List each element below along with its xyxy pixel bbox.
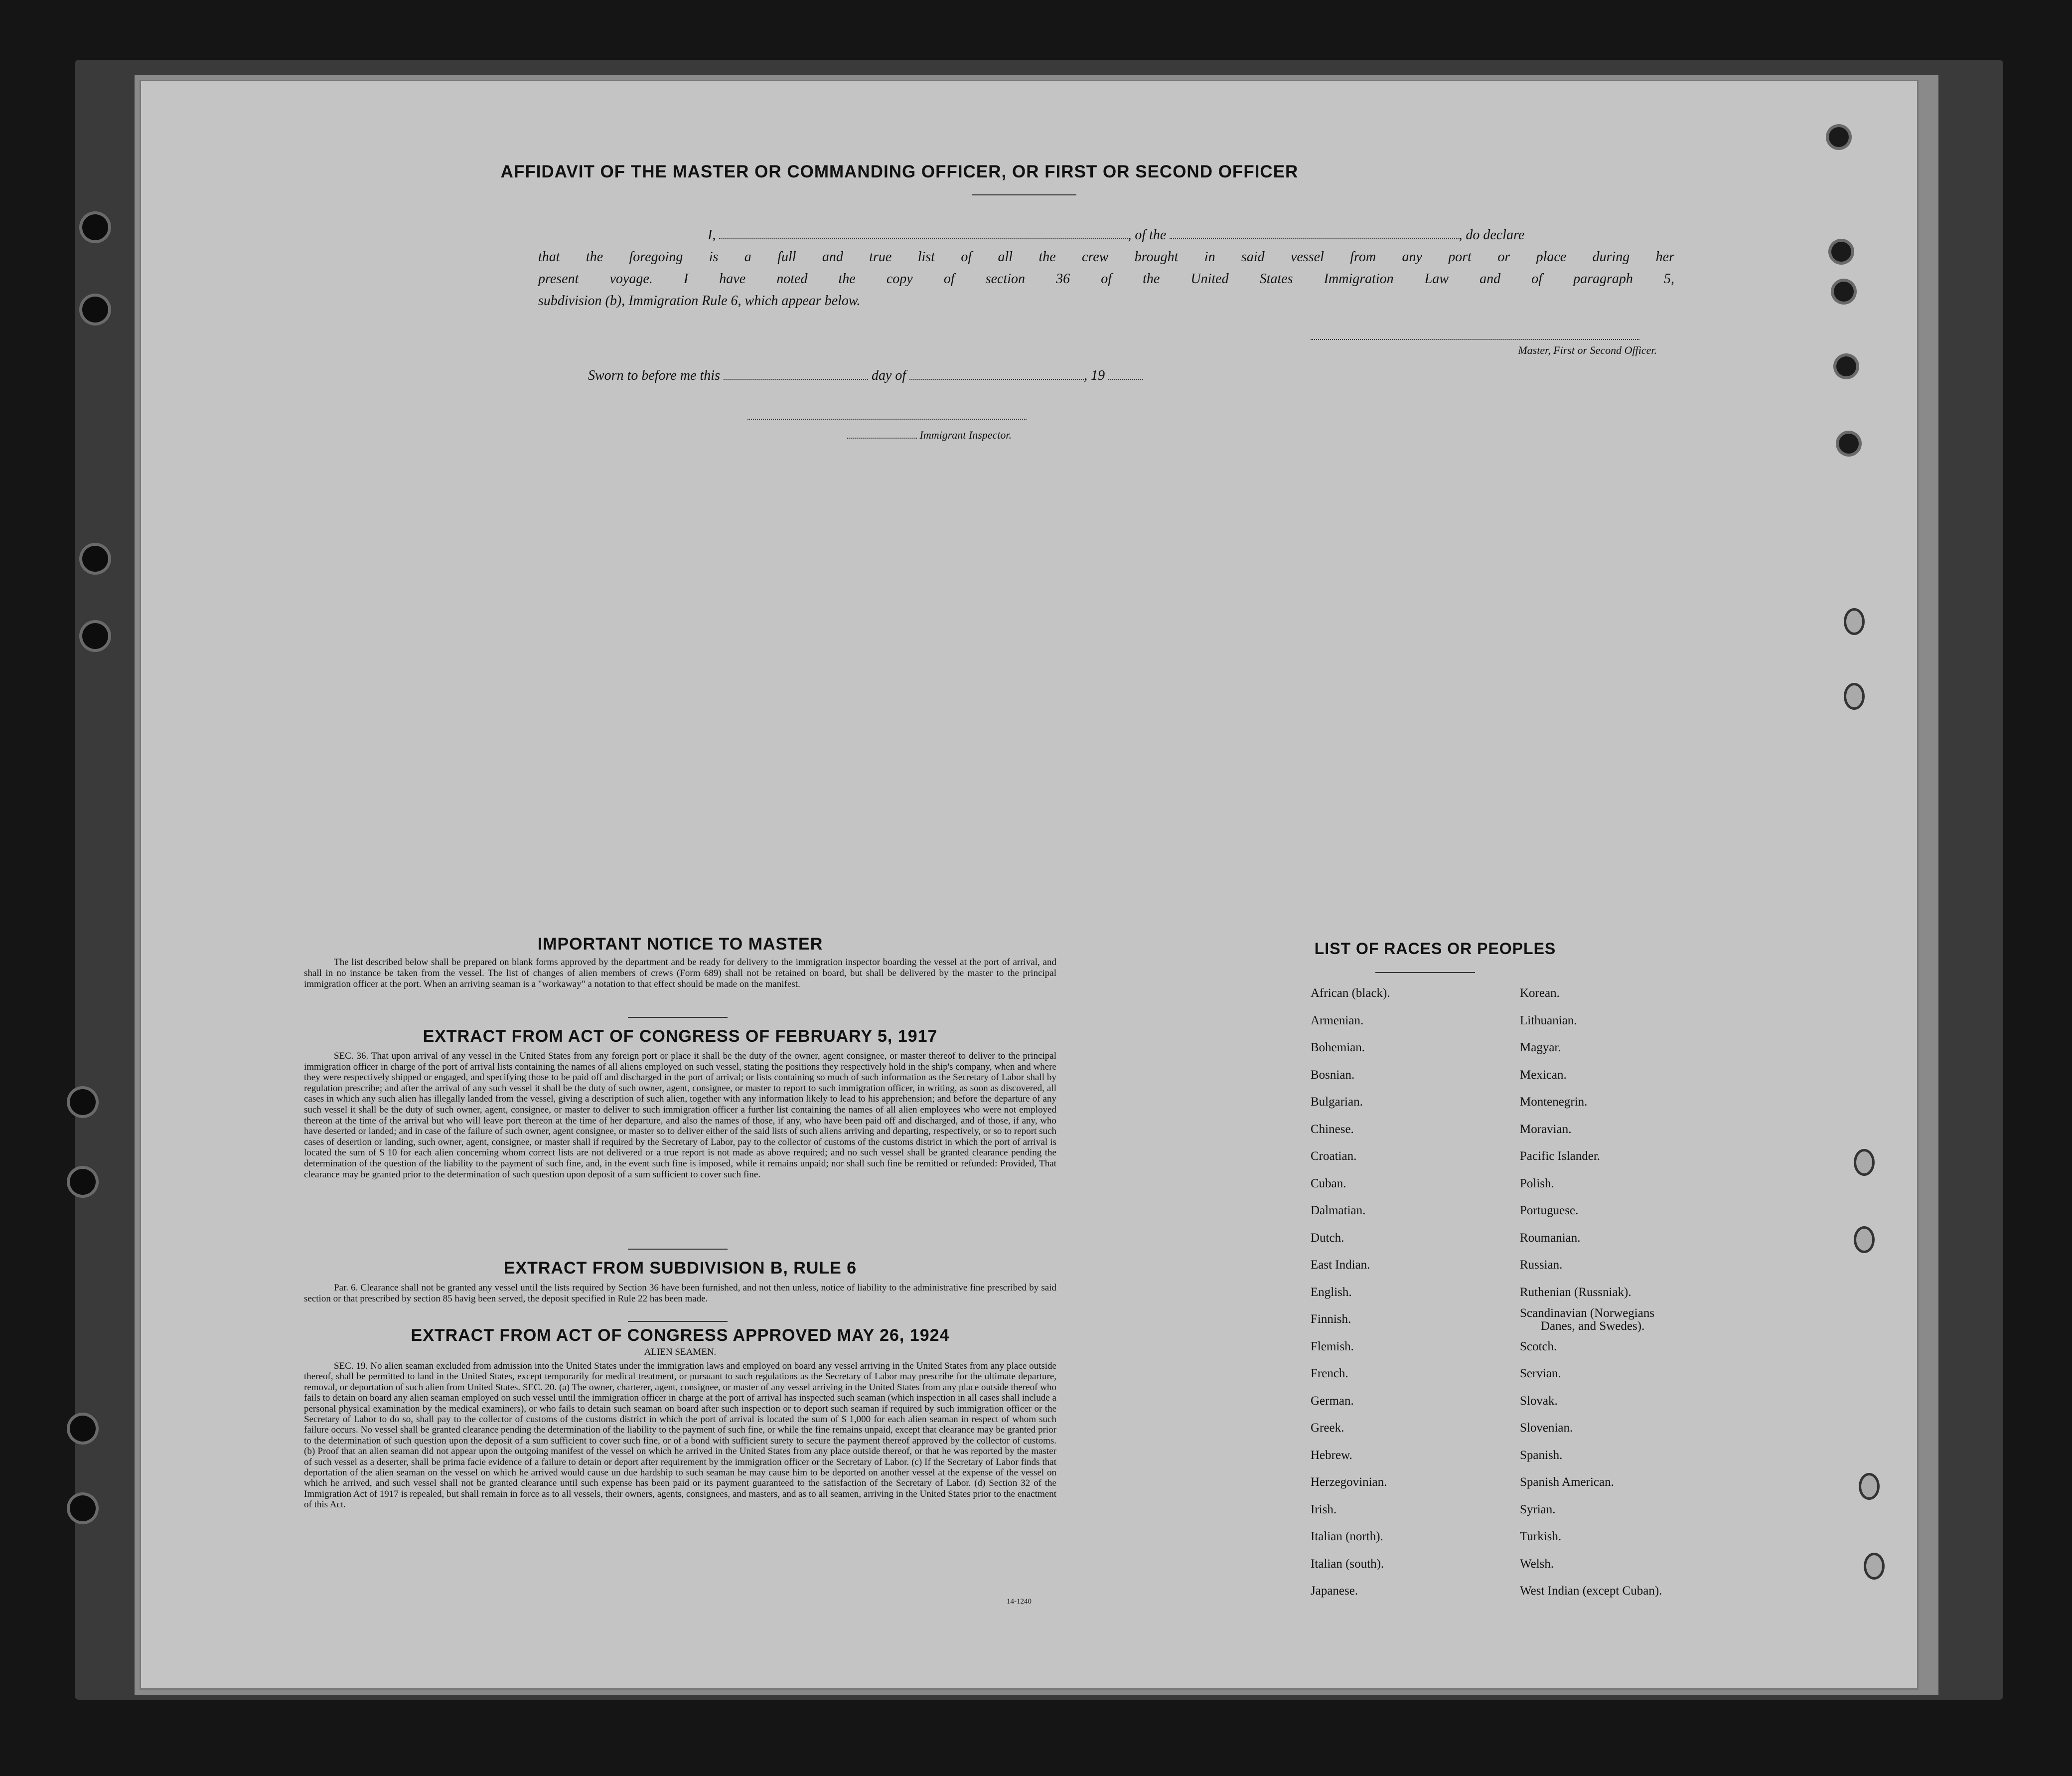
punch-hole xyxy=(1836,356,1856,376)
rule6-title: EXTRACT FROM SUBDIVISION B, RULE 6 xyxy=(503,1259,857,1278)
binder-hole xyxy=(82,546,108,572)
race-item: Armenian. xyxy=(1311,1013,1364,1027)
year-label: , 19 xyxy=(1084,368,1105,383)
races-rule xyxy=(1375,972,1475,973)
day-field-line xyxy=(724,379,868,380)
race-item: Dalmatian. xyxy=(1311,1204,1366,1217)
binder-hole xyxy=(82,297,108,323)
affidavit-title: AFFIDAVIT OF THE MASTER OR COMMANDING OFFICER, OR FIRST OR SECOND OFFICER xyxy=(500,162,1299,181)
race-item: Herzegovinian. xyxy=(1311,1475,1387,1489)
race-item: Servian. xyxy=(1520,1367,1561,1380)
punch-hole xyxy=(1829,127,1849,147)
race-item: Welsh. xyxy=(1520,1557,1554,1571)
affidavit-of-the: , of the xyxy=(1128,227,1167,243)
ring-mark xyxy=(1854,1149,1875,1176)
affidavit-i-label: I, xyxy=(708,227,716,243)
race-item: Polish. xyxy=(1520,1176,1554,1190)
extract-1924-subtitle: ALIEN SEAMEN. xyxy=(644,1347,717,1357)
ring-mark xyxy=(1864,1553,1885,1580)
notice-text: The list described below shall be prepared on blank forms approved by the department and be ready for delivery to the immigration inspector boarding the vessel at the port of arrival, and shall in no instance be taken from the vessel. The list of changes of alien members of crews (Form 689) shall not be retained on board, but shall be delivered by the master to the principal immigration officer at the port. When an arriving seaman is a "workaway" a notation to that effect should be made on the manifest. xyxy=(304,957,1056,989)
race-item: Spanish American. xyxy=(1520,1475,1614,1489)
race-item: Finnish. xyxy=(1311,1312,1351,1326)
race-item: Magyar. xyxy=(1520,1041,1561,1054)
inspector-signature-line xyxy=(747,419,1027,420)
races-column-2 xyxy=(1520,980,1662,1605)
race-item: Ruthenian (Russniak). xyxy=(1520,1285,1631,1299)
race-item: East Indian. xyxy=(1311,1258,1370,1272)
race-item-continuation: Danes, and Swedes). xyxy=(1541,1319,1645,1333)
binder-hole xyxy=(70,1495,96,1521)
race-item: Slovak. xyxy=(1520,1394,1558,1408)
race-item: Irish. xyxy=(1311,1502,1337,1516)
race-item: Hebrew. xyxy=(1311,1448,1352,1462)
race-item: Roumanian. xyxy=(1520,1231,1581,1245)
extract-1924-text: SEC. 19. No alien seaman excluded from admission into the United States under the immigration laws and employed on board any vessel arriving in the United States from any place outside thereof, shall be permitted to land in the United States, except temporarily for medical treatment, or pursuant to such regulations as the Secretary of Labor may prescribe for the ultimate departure, removal, or deportation of such alien from United States. SEC. 20. (a) The owner, charterer, agent, consignee, or master of any vessel arriving in the United States from any place outside thereof who fails to detain on board any alien seaman employed on such vessel until the immigration officer in charge at the port of arrival has inspected such seaman (which inspection in all cases shall include a personal physical examination by the medical examiners), or who fails to detain such seaman on board after such inspection or to deport such seaman if required by such immigration officer or the Secretary of Labor to do so, shall pay to the collector of customs of the customs district in which the port of arrival is located the sum of $ 1,000 for each alien seaman in respect of whom such failure occurs. No vessel shall be granted clearance pending the determination of the liability to the payment of such fine, or while the fine remains unpaid, except that clearance may be granted prior to the determination of such question upon the deposit of a sum sufficient to cover such fine, or of a bond with sufficient surety to secure the payment thereof approved by the collector of customs. (b) Proof that an alien seaman did not appear upon the outgoing manifest of the vessel on which he arrived in the United States from any place outside thereof, or that he was reported by the master of such vessel as a deserter, shall be prima facie evidence of a failure to detain or deport after requirement by the immigration officer or the Secretary of Labor. (c) If the Secretary of Labor finds that deportation of the alien seaman on the vessel on which he arrived would cause un due hardship to such seaman he may cause him to be deported on another vessel at the expense of the vessel on which he arrived, and such vessel shall not be granted clearance until such expense has been paid or its payment guaranteed to the satisfaction of the Secretary of Labor. (d) Section 32 of the Immigration Act of 1917 is repealed, but shall remain in force as to all vessels, their owners, agents, consignees, and masters, and as to all seamen, arriving in the United States prior to the enactment of this Act. xyxy=(304,1361,1056,1510)
notice-title: IMPORTANT NOTICE TO MASTER xyxy=(537,935,823,954)
races-title: LIST OF RACES OR PEOPLES xyxy=(1314,940,1556,958)
ring-mark xyxy=(1854,1226,1875,1253)
month-field-line xyxy=(909,379,1084,380)
binder-hole xyxy=(70,1089,96,1115)
vessel-field-line xyxy=(1170,238,1459,239)
race-item: Russian. xyxy=(1520,1258,1563,1272)
race-item: Syrian. xyxy=(1520,1502,1556,1516)
ring-mark xyxy=(1844,608,1865,635)
punch-hole xyxy=(1831,242,1851,262)
title-rule xyxy=(972,194,1076,195)
rule6-text: Par. 6. Clearance shall not be granted any vessel until the lists required by Section 36 have been furnished, and not then unless, notice of liability to the administrative fine prescribed by said section or that prescribed by section 85 havig been served, the deposit specified in Rule 22 has been made. xyxy=(304,1283,1056,1304)
manifest-page xyxy=(140,80,1919,1690)
race-item: Greek. xyxy=(1311,1421,1344,1435)
name-field-line xyxy=(719,238,1128,239)
race-item: Bulgarian. xyxy=(1311,1095,1363,1109)
day-of-label: day of xyxy=(871,368,906,383)
races-column-1 xyxy=(1311,980,1390,1605)
extract-1917-title: EXTRACT FROM ACT OF CONGRESS OF FEBRUARY 5, 1917 xyxy=(423,1027,938,1046)
race-item: Spanish. xyxy=(1520,1448,1563,1462)
affidavit-line-3: present voyage. I have noted the copy of section 36 of the United States Immigration Law and of paragraph 5, xyxy=(538,271,1674,287)
race-item: Moravian. xyxy=(1520,1122,1572,1136)
race-item: Pacific Islander. xyxy=(1520,1149,1601,1163)
race-item: Bohemian. xyxy=(1311,1041,1365,1054)
inspector-label: Immigrant Inspector. xyxy=(919,429,1012,441)
race-item: Scotch. xyxy=(1520,1339,1557,1353)
race-item: Slovenian. xyxy=(1520,1421,1573,1435)
affidavit-line-4: subdivision (b), Immigration Rule 6, which appear below. xyxy=(538,293,861,309)
sworn-line xyxy=(588,368,1143,384)
race-item-scandinavian xyxy=(1520,1306,1662,1333)
race-item: Montenegrin. xyxy=(1520,1095,1588,1109)
notice-rule xyxy=(628,1017,728,1018)
race-item: African (black). xyxy=(1311,986,1390,1000)
extract-1917-text: SEC. 36. That upon arrival of any vessel in the United States from any foreign port or place it shall be the duty of the owner, agent consignee, or master thereof to deliver to the principal immigration officer in charge of the port of arrival lists containing the names of all aliens employed on such vessel, stating the positions they respectively hold in the ship's company, when and where they were respectively shipped or engaged, and specifying those to be paid off and discharged in the port of arrival; or lists containing so much of such information as the Secretary of Labor shall by regulation prescribe; and after the arrival of any such vessel it shall be the duty of such owner, agent, consignee, or master to report to such immigration officer, in writing, as soon as discovered, all cases in which any such alien has illegally landed from the vessel, giving a description of such alien, together with any information likely to lead to his apprehension; and before the departure of any such vessel it shall be the duty of such owner, agent, consignee, or master to deliver to such immigration officer a further list containing the names of all alien employees who were not employed thereon at the time of the arrival but who will leave port thereon at the time of her departure, and also the names of those, if any, who have been paid off and discharged, and of those, if any, who have deserted or landed; and in case of the failure of such owner, agent consignee, or master so to deliver either of the said lists of such aliens arriving and departing, respectively, or so to report such cases of desertion or landing, such owner, agent, consignee, or master shall if required by the Secretary of Labor, pay to the collector of customs of the customs district in which the port of arrival is located the sum of $ 10 for each alien concerning whom correct lists are not delivered or a true report is not made as above required; and no such vessel shall be granted clearance pending the determination of the question of the liability to the payment of such fine, and, in the event such fine is imposed, while it remains unpaid; nor shall such fine be remitted or refunded: Provided, That clearance may be granted prior to the determination of such question upon deposit of a sum sufficient to cover such fine. xyxy=(304,1051,1056,1180)
race-item: Turkish. xyxy=(1520,1530,1562,1543)
race-item: Portuguese. xyxy=(1520,1204,1579,1217)
race-item: French. xyxy=(1311,1367,1348,1380)
extract-1924-title: EXTRACT FROM ACT OF CONGRESS APPROVED MAY 26, 1924 xyxy=(411,1326,950,1345)
binder-hole xyxy=(70,1416,96,1442)
race-item: Chinese. xyxy=(1311,1122,1354,1136)
binder-hole xyxy=(82,623,108,649)
inspector-dotline xyxy=(847,438,917,439)
race-item: German. xyxy=(1311,1394,1354,1408)
year-field-line xyxy=(1108,379,1143,380)
race-item: West Indian (except Cuban). xyxy=(1520,1584,1662,1598)
race-item: Flemish. xyxy=(1311,1339,1354,1353)
race-item: Italian (south). xyxy=(1311,1557,1384,1571)
race-item: Croatian. xyxy=(1311,1149,1357,1163)
race-item: Cuban. xyxy=(1311,1176,1346,1190)
race-item: Lithuanian. xyxy=(1520,1013,1577,1027)
ring-mark xyxy=(1859,1473,1880,1500)
binder-hole xyxy=(70,1169,96,1195)
race-item: Bosnian. xyxy=(1311,1068,1355,1082)
race-item: English. xyxy=(1311,1285,1352,1299)
affidavit-do-declare: , do declare xyxy=(1459,227,1525,243)
race-item: Mexican. xyxy=(1520,1068,1567,1082)
race-item: Dutch. xyxy=(1311,1231,1344,1245)
inspector-label-row xyxy=(847,429,1012,442)
race-item: Japanese. xyxy=(1311,1584,1358,1598)
affidavit-line-2: that the foregoing is a full and true list of all the crew brought in said vessel from any port or place during her xyxy=(538,249,1674,265)
race-item: Italian (north). xyxy=(1311,1530,1383,1543)
race-item: Scandinavian (Norwegians xyxy=(1520,1306,1655,1320)
race-item: Korean. xyxy=(1520,986,1560,1000)
punch-hole xyxy=(1834,282,1854,302)
master-label: Master, First or Second Officer. xyxy=(1518,344,1657,356)
binder-hole xyxy=(82,214,108,240)
punch-hole xyxy=(1839,434,1859,454)
sworn-label: Sworn to before me this xyxy=(588,368,720,383)
master-signature-line xyxy=(1311,339,1639,340)
extract-1917-rule xyxy=(628,1249,728,1250)
form-number: 14-1240 xyxy=(1007,1598,1032,1606)
ring-mark xyxy=(1844,683,1865,710)
affidavit-body xyxy=(538,224,1674,312)
rule6-rule xyxy=(628,1321,728,1322)
